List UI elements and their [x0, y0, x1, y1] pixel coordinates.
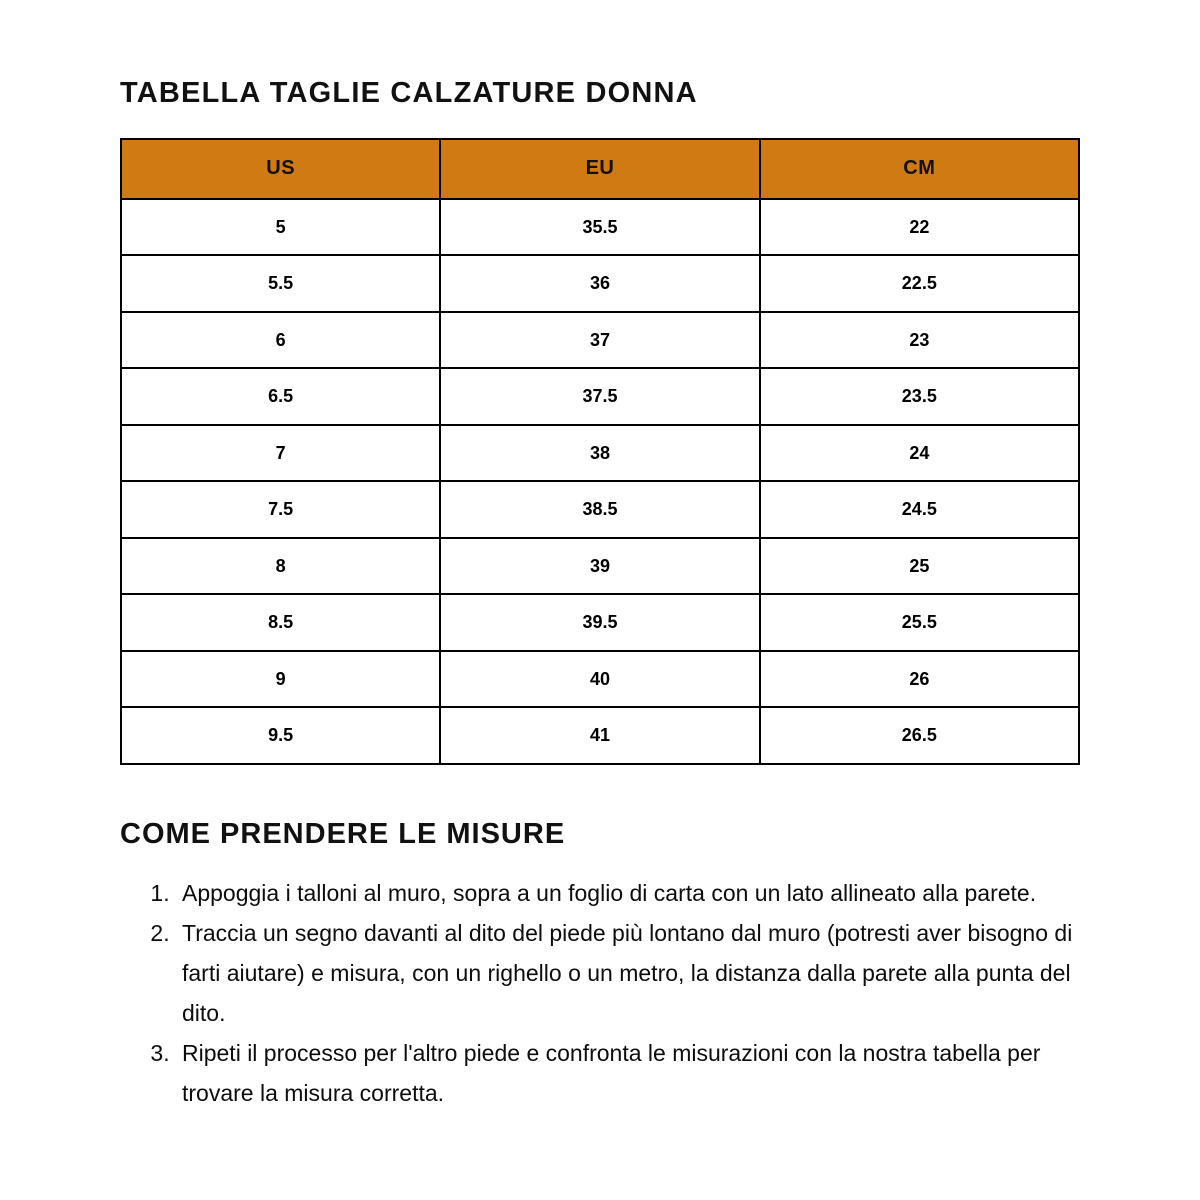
- column-header: CM: [760, 139, 1079, 199]
- table-cell: 7.5: [121, 481, 440, 538]
- table-cell: 22: [760, 199, 1079, 256]
- table-cell: 22.5: [760, 255, 1079, 312]
- instruction-item: 1. Appoggia i talloni al muro, sopra a un foglio di carta con un lato allineato alla parete.: [176, 873, 1080, 913]
- table-cell: 26: [760, 651, 1079, 708]
- table-row: [121, 255, 1079, 312]
- column-header: US: [121, 139, 440, 199]
- size-table-header-row: [121, 139, 1079, 199]
- table-cell: 26.5: [760, 707, 1079, 764]
- instruction-item: 3. Ripeti il processo per l'altro piede e confronta le misurazioni con la nostra tabella per trovare la misura corretta.: [176, 1033, 1080, 1113]
- table-cell: 36: [440, 255, 759, 312]
- table-row: [121, 425, 1079, 482]
- table-cell: 24: [760, 425, 1079, 482]
- table-cell: 9: [121, 651, 440, 708]
- table-cell: 25.5: [760, 594, 1079, 651]
- table-row: [121, 594, 1079, 651]
- table-cell: 37: [440, 312, 759, 369]
- table-cell: 35.5: [440, 199, 759, 256]
- table-cell: 38: [440, 425, 759, 482]
- table-cell: 24.5: [760, 481, 1079, 538]
- table-cell: 40: [440, 651, 759, 708]
- size-table-head: [121, 139, 1079, 199]
- table-cell: 41: [440, 707, 759, 764]
- table-cell: 9.5: [121, 707, 440, 764]
- table-cell: 8.5: [121, 594, 440, 651]
- column-header: EU: [440, 139, 759, 199]
- table-cell: 5: [121, 199, 440, 256]
- table-cell: 25: [760, 538, 1079, 595]
- size-table-title: TABELLA TAGLIE CALZATURE DONNA: [120, 77, 698, 109]
- size-table: [120, 138, 1080, 765]
- measure-instructions-title: COME PRENDERE LE MISURE: [120, 817, 566, 850]
- table-cell: 7: [121, 425, 440, 482]
- table-cell: 8: [121, 538, 440, 595]
- table-cell: 38.5: [440, 481, 759, 538]
- table-cell: 39: [440, 538, 759, 595]
- size-table-body: [121, 199, 1079, 764]
- table-cell: 5.5: [121, 255, 440, 312]
- table-cell: 37.5: [440, 368, 759, 425]
- table-row: [121, 651, 1079, 708]
- table-row: [121, 481, 1079, 538]
- table-row: [121, 538, 1079, 595]
- instruction-item: 2. Traccia un segno davanti al dito del piede più lontano dal muro (potresti aver bisogno di farti aiutare) e misura, con un righello o un metro, la distanza dalla parete alla punta del dito.: [176, 913, 1080, 1033]
- table-row: [121, 199, 1079, 256]
- table-cell: 23.5: [760, 368, 1079, 425]
- table-row: [121, 368, 1079, 425]
- instructions-list: [120, 873, 1080, 1113]
- table-cell: 6: [121, 312, 440, 369]
- table-cell: 39.5: [440, 594, 759, 651]
- table-cell: 23: [760, 312, 1079, 369]
- table-row: [121, 312, 1079, 369]
- table-cell: 6.5: [121, 368, 440, 425]
- table-row: [121, 707, 1079, 764]
